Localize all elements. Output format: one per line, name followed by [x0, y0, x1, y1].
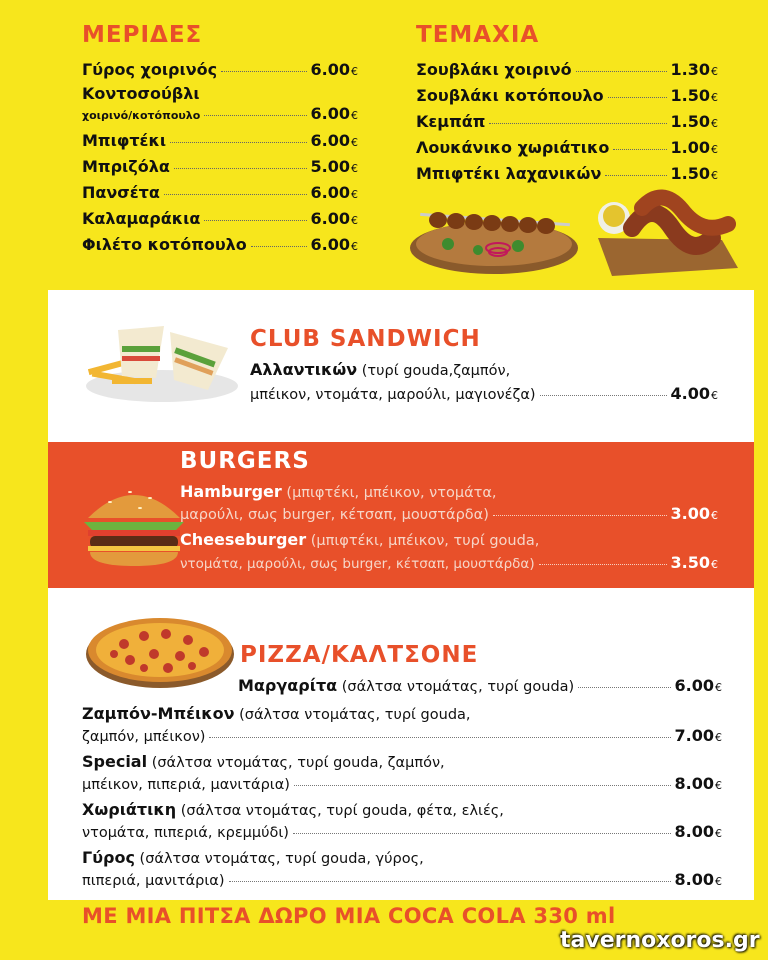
xoriatiki-price: 8.00 — [674, 822, 714, 841]
menu-item: Γύρος χοιρινός 6.00 € — [82, 60, 358, 79]
burger-line: ντομάτα, μαρούλι, σως burger, κέτσαπ, μουστάρδα) 3.50 € — [180, 553, 718, 572]
souvlaki-platter-image — [408, 196, 580, 278]
menu-item: Λουκάνικο χωριάτικο 1.00 € — [416, 138, 718, 157]
menu-item: Φιλέτο κοτόπουλο 6.00 € — [82, 235, 358, 254]
pizza-heading: PIZZA/ΚΑΛΤΣΟΝΕ — [240, 642, 479, 668]
menu-item: Μπιφτέκι λαχανικών 1.50 € — [416, 164, 718, 183]
burger-line: Hamburger (μπιφτέκι, μπέικον, ντομάτα, — [180, 482, 497, 501]
club-sandwich-image — [82, 318, 240, 406]
pizza-line: πιπεριά, μανιτάρια) 8.00 € — [82, 870, 722, 889]
pizza-line: Γύρος (σάλτσα ντομάτας, τυρί gouda, γύρος, — [82, 848, 424, 867]
sausage-plate-image — [592, 188, 742, 280]
gyros-price: 8.00 — [674, 870, 714, 889]
menu-item: Καλαμαράκια 6.00 € — [82, 209, 358, 228]
pizza-line: Μαργαρίτα (σάλτσα ντομάτας, τυρί gouda) 6.00 € — [238, 676, 722, 695]
special-name: Special — [82, 752, 148, 771]
menu-item: Μπιφτέκι 6.00 € — [82, 131, 358, 150]
club-line-1 — [250, 360, 510, 379]
menu-item: Σουβλάκι χοιρινό 1.30 € — [416, 60, 718, 79]
menu-item: Σουβλάκι κοτόπουλο 1.50 € — [416, 86, 718, 105]
zampon-name: Ζαμπόν-Μπέικον — [82, 704, 235, 723]
hamburger-name: Hamburger — [180, 482, 282, 501]
menu-item: Κεμπάπ 1.50 € — [416, 112, 718, 131]
burger-image — [80, 478, 188, 570]
promo-footer: ΜΕ ΜΙΑ ΠΙΤΣΑ ΔΩΡΟ ΜΙΑ COCA COLA 330 ml — [82, 904, 616, 928]
meridis-heading: ΜΕΡΙΔΕΣ — [82, 22, 203, 48]
cheeseburger-name: Cheeseburger — [180, 530, 307, 549]
club-desc-1: (τυρί gouda,ζαμπόν, — [361, 363, 511, 379]
club-name: Αλλαντικών — [250, 360, 358, 379]
club-heading: CLUB SANDWICH — [250, 326, 481, 352]
pizza-line: ζαμπόν, μπέικον) 7.00 € — [82, 726, 722, 745]
menu-item: Κοντοσούβλι — [82, 84, 200, 103]
club-line-2: μπέικον, ντομάτα, μαρούλι, μαγιονέζα) 4.00 € — [250, 384, 718, 403]
zampon-price: 7.00 — [674, 726, 714, 745]
site-watermark: tavernoxoros.gr — [560, 928, 760, 953]
burgers-heading: BURGERS — [180, 448, 310, 474]
xoriatiki-name: Χωριάτικη — [82, 800, 177, 819]
burger-line: μαρούλι, σως burger, κέτσαπ, μουστάρδα) 3.00 € — [180, 504, 718, 523]
hamburger-price: 3.00 — [670, 504, 710, 523]
pizza-image — [84, 614, 236, 690]
margarita-price: 6.00 — [674, 676, 714, 695]
pizza-line: Χωριάτικη (σάλτσα ντομάτας, τυρί gouda, φέτα, ελιές, — [82, 800, 504, 819]
pizza-line: ντομάτα, πιπεριά, κρεμμύδι) 8.00 € — [82, 822, 722, 841]
menu-item: χοιρινό/κοτόπουλο 6.00 € — [82, 104, 358, 123]
temaxia-heading: ΤΕΜΑΧΙΑ — [416, 22, 540, 48]
gyros-name: Γύρος — [82, 848, 135, 867]
pizza-line: Special (σάλτσα ντομάτας, τυρί gouda, ζαμπόν, — [82, 752, 445, 771]
menu-item: Μπριζόλα 5.00 € — [82, 157, 358, 176]
menu-item: Πανσέτα 6.00 € — [82, 183, 358, 202]
cheeseburger-price: 3.50 — [670, 553, 710, 572]
club-desc-2: μπέικον, ντομάτα, μαρούλι, μαγιονέζα) — [250, 387, 536, 403]
margarita-name: Μαργαρίτα — [238, 676, 338, 695]
pizza-line: Ζαμπόν-Μπέικον (σάλτσα ντομάτας, τυρί gouda, — [82, 704, 471, 723]
burger-line: Cheeseburger (μπιφτέκι, μπέικον, τυρί gouda, — [180, 530, 540, 549]
special-price: 8.00 — [674, 774, 714, 793]
club-price: 4.00 — [670, 384, 710, 403]
pizza-line: μπέικον, πιπεριά, μανιτάρια) 8.00 € — [82, 774, 722, 793]
